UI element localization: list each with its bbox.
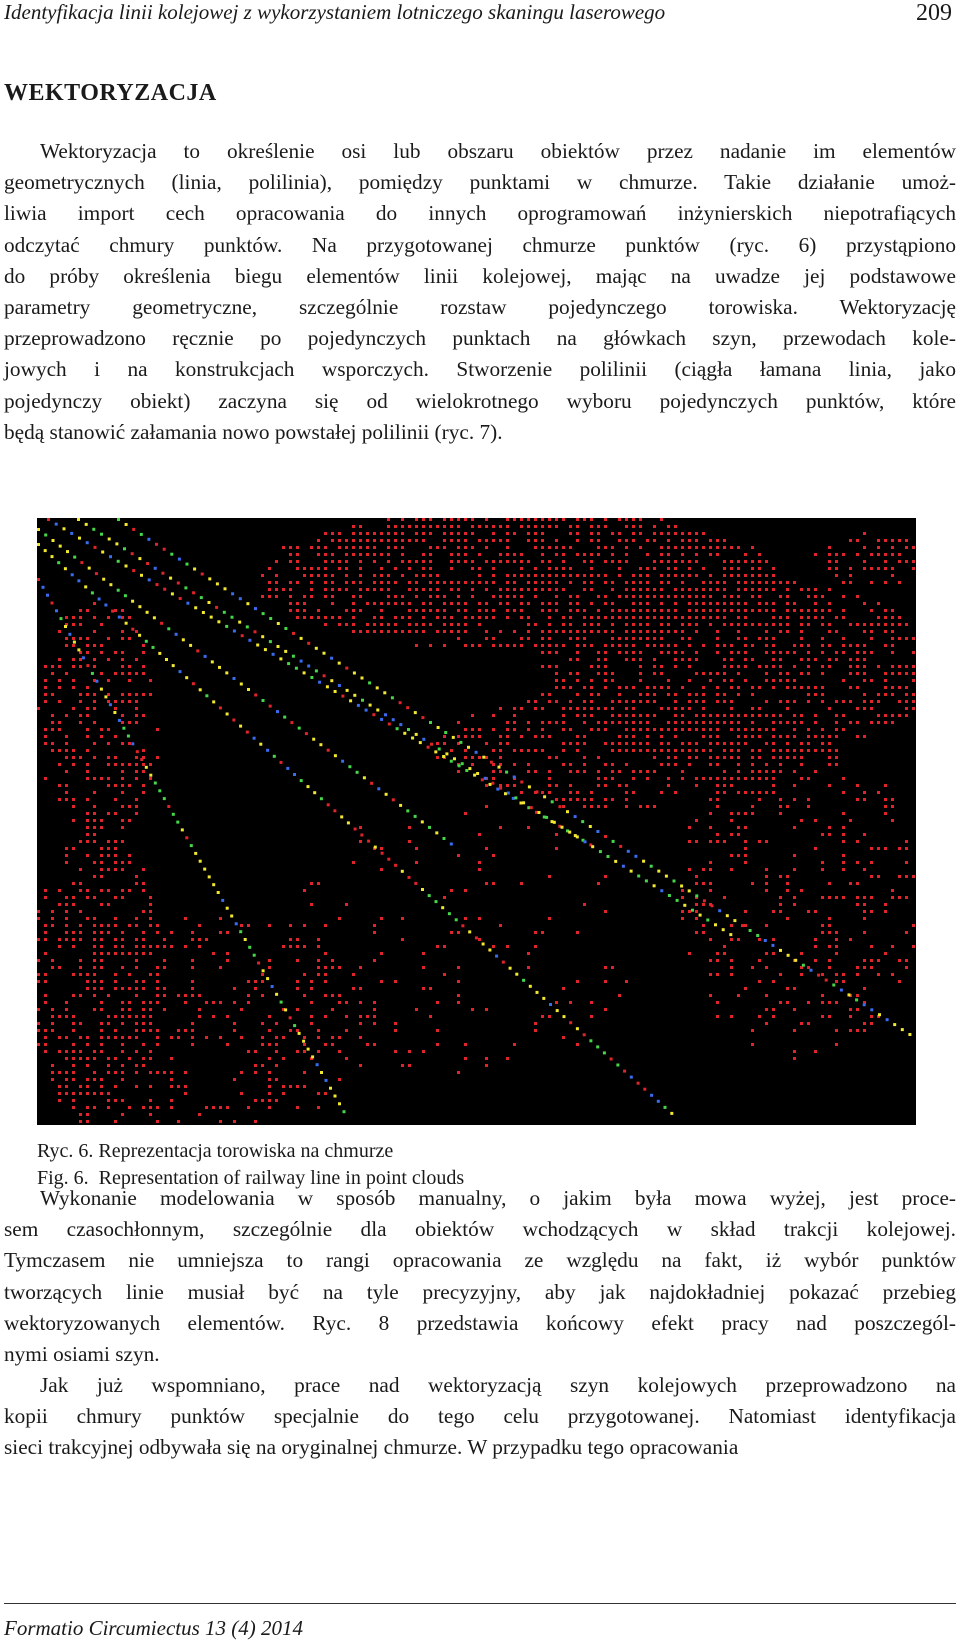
figure-caption-en: Fig. 6. Representation of railway line in point clouds: [37, 1167, 465, 1189]
text-line: nymi osiami szyn.: [4, 1342, 160, 1367]
footer-journal: Formatio Circumiectus 13 (4) 2014: [4, 1616, 304, 1640]
text-line: przeprowadzono ręcznie po pojedynczych punktach na główkach szyn, przewodach kole-: [4, 326, 956, 351]
text-line: liwia import cech opracowania do innych oprogramowań inżynierskich niepotrafiących: [4, 201, 956, 226]
text-line: parametry geometryczne, szczególnie rozstaw pojedynczego torowiska. Wektoryzację: [4, 295, 956, 320]
point-cloud-image: [37, 518, 916, 1125]
point-cloud-figure: [37, 518, 916, 1125]
text-line: do próby określenia biegu elementów linii kolejowej, mając na uwadze jej podstawowe: [4, 263, 956, 288]
page-number: 209: [916, 0, 952, 26]
text-line: sem czasochłonnym, szczególnie dla obiektów wchodzących w skład trakcji kolejowej.: [4, 1217, 956, 1242]
body-paragraph-3: [4, 1370, 956, 1464]
text-line: Tymczasem nie umniejsza to rangi opracowania ze względu na fakt, iż wybór punktów: [4, 1248, 956, 1273]
running-header: [4, 0, 952, 28]
text-line: Wektoryzacja to określenie osi lub obszaru obiektów przez nadanie im elementów: [40, 139, 956, 163]
body-paragraph-1: [4, 136, 956, 448]
text-line: odczytać chmury punktów. Na przygotowanej chmurze punktów (ryc. 6) przystąpiono: [4, 232, 956, 257]
running-title: Identyfikacja linii kolejowej z wykorzystaniem lotniczego skaningu laserowego: [4, 0, 666, 24]
body-paragraph-2: [4, 1183, 956, 1370]
footer-rule: [4, 1603, 956, 1604]
text-line: Wykonanie modelowania w sposób manualny, o jakim była mowa wyżej, jest proce-: [40, 1186, 956, 1210]
text-line: jowych i na konstrukcjach wsporczych. Stworzenie polilinii (ciągła łamana linia, jako: [4, 357, 956, 382]
text-line: pojedynczy obiekt) zaczyna się od wielokrotnego wyboru pojedynczych punktów, które: [4, 388, 956, 413]
text-line: wektoryzowanych elementów. Ryc. 8 przedstawia końcowy efekt pracy nad poszczegól-: [4, 1310, 956, 1335]
text-line: Jak już wspomniano, prace nad wektoryzacją szyn kolejowych przeprowadzono na: [40, 1373, 956, 1397]
section-title: WEKTORYZACJA: [4, 80, 217, 106]
figure-caption-pl: Ryc. 6. Reprezentacja torowiska na chmurze: [37, 1140, 394, 1162]
text-line: tworzących linie musiał być na tyle precyzyjny, aby jak najdokładniej pokazać przebieg: [4, 1279, 956, 1304]
text-line: geometrycznych (linia, polilinia), pomiędzy punktami w chmurze. Takie działanie umoż-: [4, 170, 956, 195]
text-line: kopii chmury punktów specjalnie do tego celu przygotowanej. Natomiast identyfikacja: [4, 1404, 956, 1429]
text-line: sieci trakcyjnej odbywała się na oryginalnej chmurze. W przypadku tego opracowania: [4, 1435, 739, 1460]
text-line: będą stanowić załamania nowo powstałej polilinii (ryc. 7).: [4, 419, 503, 444]
